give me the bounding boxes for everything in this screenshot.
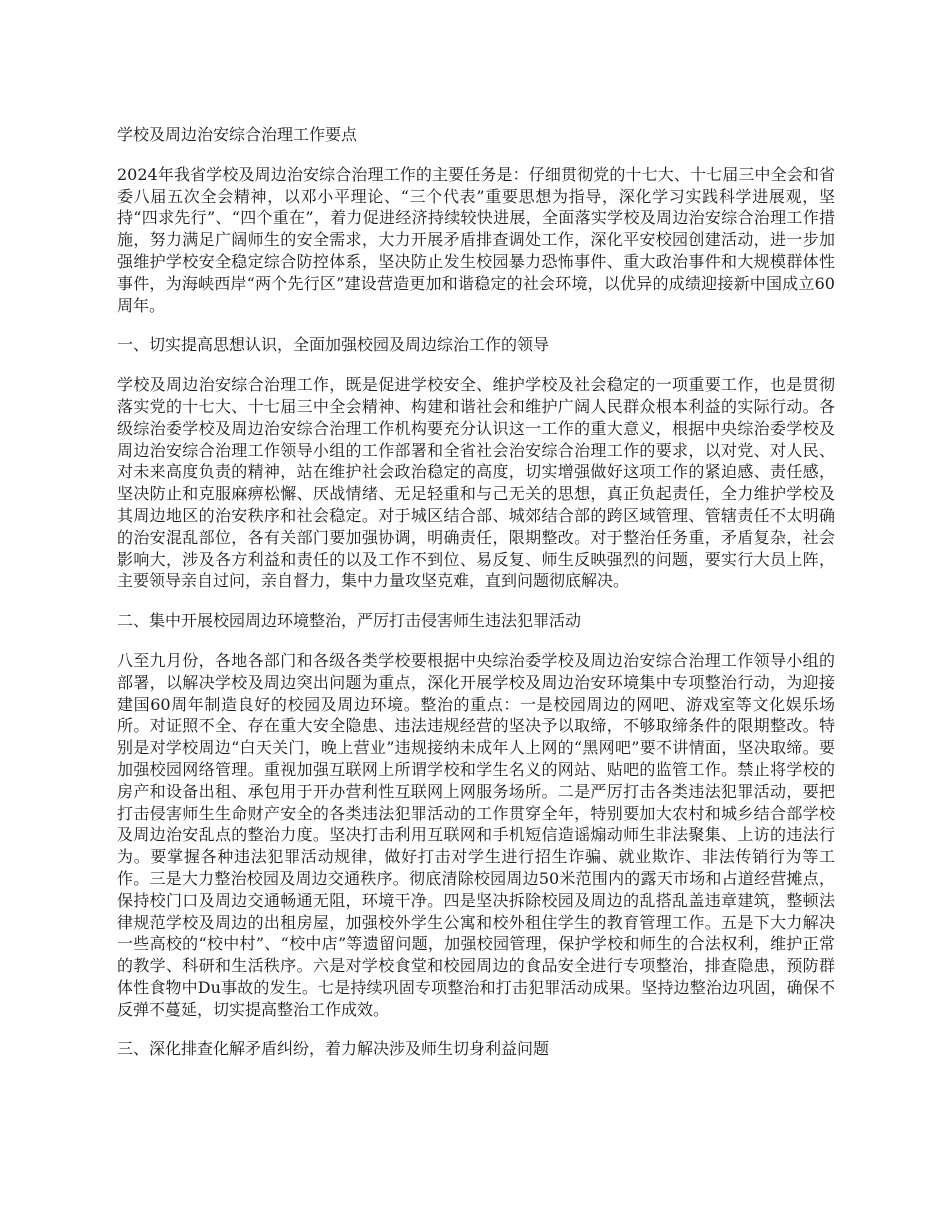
- section-3-heading: 三、深化排查化解矛盾纠纷，着力解决涉及师生切身利益问题: [117, 1039, 550, 1059]
- document-title: 学校及周边治安综合治理工作要点: [117, 125, 358, 144]
- section-2-paragraph: 八至九月份，各地各部门和各级各类学校要根据中央综治委学校及周边治安综合治理工作领导小组的部署，以解决学校及周边突出问题为重点，深化开展学校及周边治安环境集中专项整治行动，为迎接建国60周年制造良好的校园及周边环境。整治的重点：一是校园周边的网吧、游戏室等文化娱乐场所。对证照不全、存在重大安全隐患、违法违规经营的坚决予以取缔，不够取缔条件的限期整改。特别是对学校周边“白天关门，晚上营业”违规接纳未成年人上网的“黑网吧”要不讲情面，坚决取缔。要加强校园网络管理。重视加强互联网上所谓学校和学生名义的网站、贴吧的监管工作。禁止将学校的房产和设备出租、承包用于开办营利性互联网上网服务场所。二是严厉打击各类违法犯罪活动，要把打击侵害师生生命财产安全的各类违法犯罪活动的工作贯穿全年，特别要加大农村和城乡结合部学校及周边治安乱点的整治力度。坚决打击利用互联网和手机短信造谣煽动师生非法聚集、上访的违法行为。要掌握各种违法犯罪活动规律，做好打击对学生进行招生诈骗、就业欺诈、非法传销行为等工作。三是大力整治校园及周边交通秩序。彻底清除校园周边50米范围内的露天市场和占道经营摊点，保持校门口及周边交通畅通无阻，环境干净。四是坚决拆除校园及周边的乱搭乱盖违章建筑，整顿法律规范学校及周边的出租房屋，加强校外学生公寓和校外租住学生的教育管理工作。五是下大力解决一些高校的“校中村”、“校中店”等遗留问题，加强校园管理，保护学校和师生的合法权利，维护正常的教学、科研和生活秩序。六是对学校食堂和校园周边的食品安全进行专项整治，排查隐患，预防群体性食物中Du事故的发生。七是持续巩固专项整治和打击犯罪活动成果。坚持边整治边巩固，确保不反弹不蔓延，切实提高整治工作成效。: [117, 650, 835, 1019]
- document-page: [117, 124, 835, 1078]
- section-1-paragraph: 学校及周边治安综合治理工作，既是促进学校安全、维护学校及社会稳定的一项重要工作，也是贯彻落实党的十七大、十七届三中全会精神、构建和谐社会和维护广阔人民群众根本利益的实际行动。各级综治委学校及周边治安综合治理工作机构要充分认识这一工作的重大意义，根据中央综治委学校及周边治安综合治理工作领导小组的工作部署和全省社会治安综合治理工作的要求，以对党、对人民、对未来高度负责的精神，站在维护社会政治稳定的高度，切实增强做好这项工作的紧迫感、责任感，坚决防止和克服麻痹松懈、厌战情绪、无足轻重和与己无关的思想，真正负起责任，全力维护学校及其周边地区的治安秩序和社会稳定。对于城区结合部、城郊结合部的跨区域管理、管辖责任不太明确的治安混乱部位，各有关部门要加强协调，明确责任，限期整改。对于整治任务重，矛盾复杂，社会影响大，涉及各方利益和责任的以及工作不到位、易反复、师生反映强烈的问题，要实行大员上阵，主要领导亲自过问，亲自督力，集中力量攻坚克难，直到问题彻底解决。: [117, 375, 835, 591]
- section-2-heading: 二、集中开展校园周边环境整治，严厉打击侵害师生违法犯罪活动: [117, 611, 582, 631]
- section-1-heading: 一、切实提高思想认识，全面加强校园及周边综治工作的领导: [117, 335, 550, 355]
- intro-paragraph: 2024年我省学校及周边治安综合治理工作的主要任务是：仔细贯彻党的十七大、十七届三中全会和省委八届五次全会精神，以邓小平理论、“三个代表”重要思想为指导，深化学习实践科学进展观，坚持“四求先行”、“四个重在”，着力促进经济持续较快进展，全面落实学校及周边治安综合治理工作措施，努力满足广阔师生的安全需求，大力开展矛盾排查调处工作，深化平安校园创建活动，进一步加强维护学校安全稳定综合防控体系，坚决防止发生校园暴力恐怖事件、重大政治事件和大规模群体性事件，为海峡西岸“两个先行区”建设营造更加和谐稳定的社会环境，以优异的成绩迎接新中国成立60周年。: [117, 164, 835, 315]
